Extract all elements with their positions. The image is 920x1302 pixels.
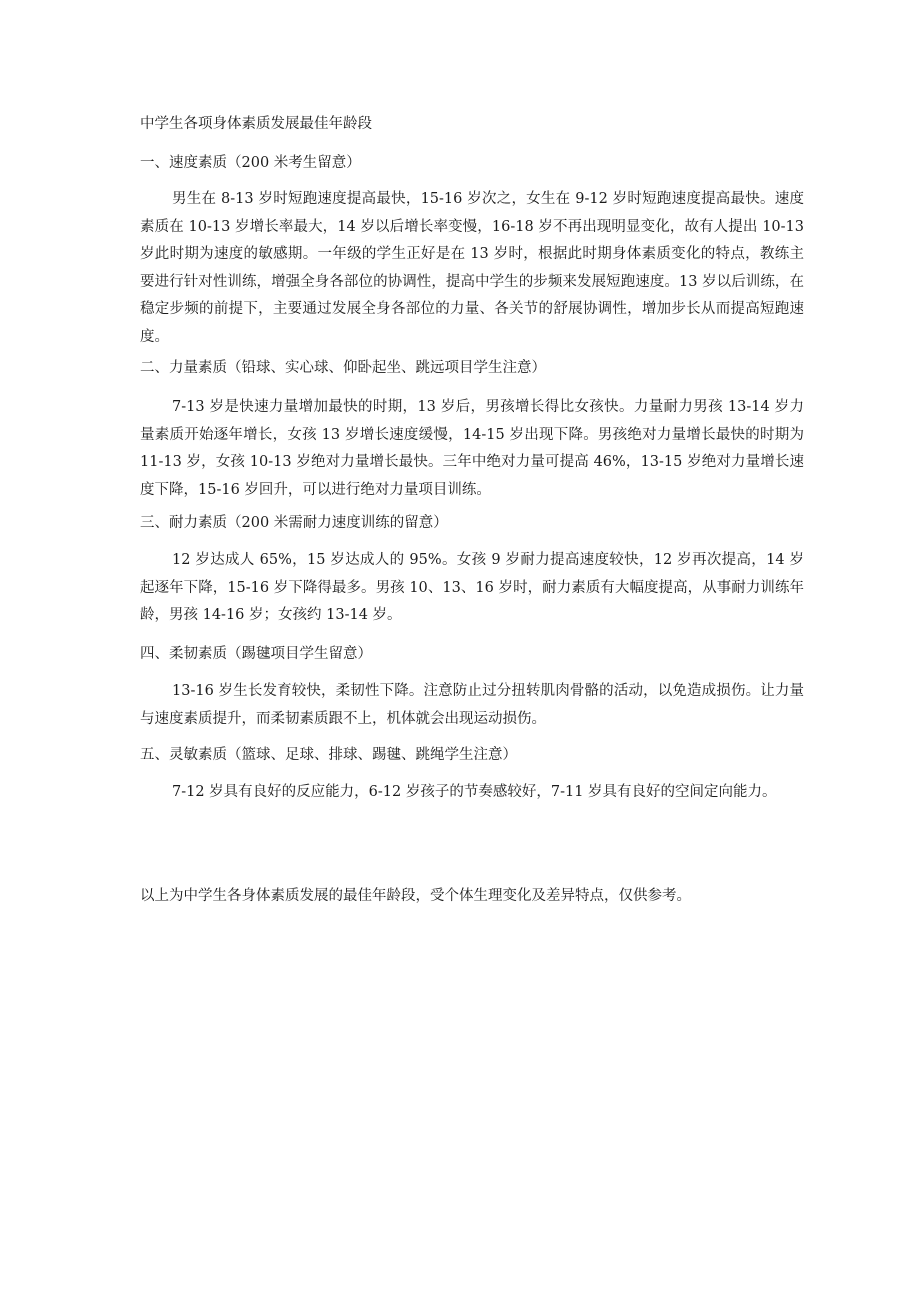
section-heading-speed: 一、速度素质（200 米考生留意） bbox=[140, 155, 361, 171]
section-body-endurance: 12 岁达成人 65%，15 岁达成人的 95%。女孩 9 岁耐力提高速度较快，12 岁再次提高，14 岁起逐年下降，15-16 岁下降得最多。男孩 10、13、16 岁时，耐力素质有大幅度提高，从事耐力训练年龄，男孩 14-16 岁；女孩约 13-14 岁。 bbox=[140, 552, 804, 623]
section-heading-agility: 五、灵敏素质（篮球、足球、排球、踢毽、跳绳学生注意） bbox=[140, 747, 517, 763]
section-heading-flexibility: 四、柔韧素质（踢毽项目学生留意） bbox=[140, 646, 372, 662]
section-body-flexibility: 13-16 岁生长发育较快，柔韧性下降。注意防止过分扭转肌肉骨骼的活动，以免造成损伤。让力量与速度素质提升，而柔韧素质跟不上，机体就会出现运动损伤。 bbox=[140, 683, 804, 727]
section-body-agility: 7-12 岁具有良好的反应能力，6-12 岁孩子的节奏感较好，7-11 岁具有良好的空间定向能力。 bbox=[172, 784, 777, 800]
document-footer-note: 以上为中学生各身体素质发展的最佳年龄段，受个体生理变化及差异特点，仅供参考。 bbox=[140, 888, 691, 904]
section-body-speed: 男生在 8-13 岁时短跑速度提高最快，15-16 岁次之，女生在 9-12 岁时短跑速度提高最快。速度素质在 10-13 岁增长率最大，14 岁以后增长率变慢，16-18 岁不再出现明显变化，故有人提出 10-13 岁此时期为速度的敏感期。一年级的学生正好是在 13 岁时，根据此时期身体素质变化的特点，教练主要进行针对性训练，增强全身各部位的协调性，提高中学生的步频来发展短跑速度。13 岁以后训练，在稳定步频的前提下，主要通过发展全身各部位的力量、各关节的舒展协调性，增加步长从而提高短跑速度。 bbox=[140, 191, 804, 345]
section-body-strength: 7-13 岁是快速力量增加最快的时期，13 岁后，男孩增长得比女孩快。力量耐力男孩 13-14 岁力量素质开始逐年增长，女孩 13 岁增长速度缓慢，14-15 岁出现下降。男孩绝对力量增长最快的时期为 11-13 岁，女孩 10-13 岁绝对力量增长最快。三年中绝对力量可提高 46%，13-15 岁绝对力量增长速度下降，15-16 岁回升，可以进行绝对力量项目训练。 bbox=[140, 399, 804, 498]
section-heading-endurance: 三、耐力素质（200 米需耐力速度训练的留意） bbox=[140, 515, 448, 531]
document-title: 中学生各项身体素质发展最佳年龄段 bbox=[140, 116, 372, 132]
section-heading-strength: 二、力量素质（铅球、实心球、仰卧起坐、跳远项目学生注意） bbox=[140, 360, 546, 376]
